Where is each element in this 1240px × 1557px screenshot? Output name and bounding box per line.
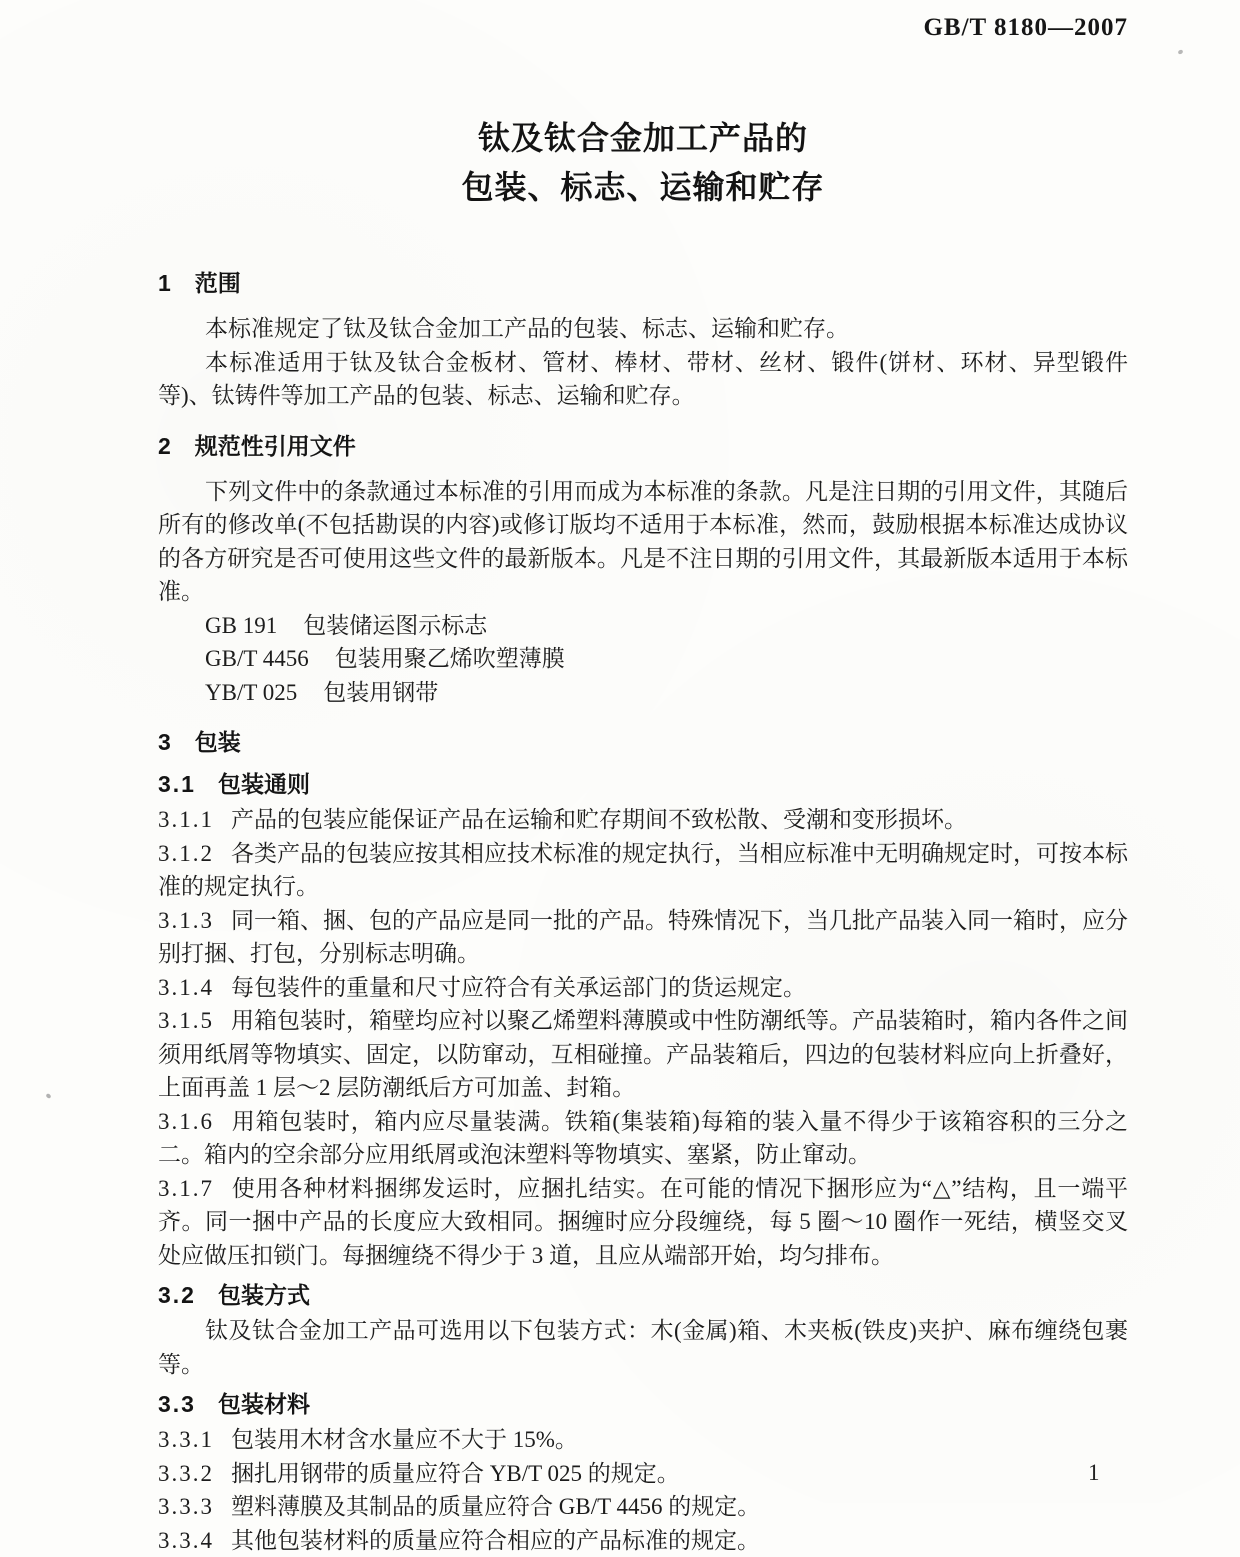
heading-packaging-general [158, 771, 1128, 797]
clause-3-1-7 [158, 1172, 1128, 1273]
clause-text: 用箱包装时，箱内应尽量装满。铁箱(集装箱)每箱的装入量不得少于该箱容积的三分之二。箱内的空余部分应用纸屑或泡沫塑料等物填实、塞紧，防止窜动。 [158, 1109, 1128, 1168]
page-number: 1 [1088, 1460, 1100, 1486]
reference-item [158, 676, 1128, 710]
reference-code: GB/T 4456 [205, 646, 309, 671]
heading-text: 包装通则 [218, 771, 310, 797]
reference-title: 包装用钢带 [323, 680, 438, 705]
heading-text: 包装材料 [218, 1391, 310, 1417]
scan-speck [45, 1093, 51, 1099]
clause-text: 捆扎用钢带的质量应符合 YB/T 025 的规定。 [231, 1461, 680, 1486]
clause-number: 3.3.3 [158, 1494, 214, 1519]
clause-text: 使用各种材料捆绑发运时，应捆扎结实。在可能的情况下捆形应为“△”结构，且一端平齐。同一捆中产品的长度应大致相同。捆缠时应分段缠绕，每 5 圈～10 圈作一死结，横竖交叉处应做压扣锁门。每捆缠绕不得少于 3 道，且应从端部开始，均匀排布。 [158, 1176, 1128, 1268]
clause-3-3-3 [158, 1490, 1128, 1524]
clause-number: 3.1.5 [158, 1008, 214, 1033]
heading-packaging-material [158, 1391, 1128, 1417]
clause-3-1-1 [158, 803, 1128, 837]
scan-speck [1177, 49, 1183, 55]
heading-text: 范围 [195, 270, 241, 296]
clause-text: 其他包装材料的质量应符合相应的产品标准的规定。 [231, 1528, 760, 1553]
clause-number: 3.3.1 [158, 1427, 214, 1452]
heading-number: 3.3 [158, 1391, 196, 1417]
clause-text: 产品的包装应能保证产品在运输和贮存期间不致松散、受潮和变形损坏。 [231, 807, 967, 832]
paragraph-scope-1: 本标准规定了钛及钛合金加工产品的包装、标志、运输和贮存。 [158, 312, 1128, 346]
paragraph-references-intro: 下列文件中的条款通过本标准的引用而成为本标准的条款。凡是注日期的引用文件，其随后所有的修改单(不包括勘误的内容)或修订版均不适用于本标准，然而，鼓励根据本标准达成协议的各方研究是否可使用这些文件的最新版本。凡是不注日期的引用文件，其最新版本适用于本标准。 [158, 475, 1128, 609]
clause-3-1-3 [158, 904, 1128, 971]
clause-3-3-1 [158, 1423, 1128, 1457]
clause-text: 塑料薄膜及其制品的质量应符合 GB/T 4456 的规定。 [231, 1494, 760, 1519]
doc-code: GB/T 8180—2007 [158, 14, 1128, 42]
heading-packaging [158, 729, 1128, 755]
paragraph-packaging-method: 钛及钛合金加工产品可选用以下包装方式：木(金属)箱、木夹板(铁皮)夹护、麻布缠绕包裹等。 [158, 1314, 1128, 1381]
clause-number: 3.1.7 [158, 1176, 214, 1201]
clause-number: 3.1.3 [158, 908, 214, 933]
clause-3-1-4 [158, 971, 1128, 1005]
heading-number: 2 [158, 433, 173, 459]
heading-number: 3.1 [158, 771, 196, 797]
doc-title-line1: 钛及钛合金加工产品的 [158, 114, 1128, 163]
clause-number: 3.1.4 [158, 975, 214, 1000]
clause-text: 用箱包装时，箱壁均应衬以聚乙烯塑料薄膜或中性防潮纸等。产品装箱时，箱内各件之间须用纸屑等物填实、固定，以防窜动，互相碰撞。产品装箱后，四边的包装材料应向上折叠好，上面再盖 1 层～2 层防潮纸后方可加盖、封箱。 [158, 1008, 1128, 1100]
clause-number: 3.1.1 [158, 807, 214, 832]
heading-scope [158, 270, 1128, 296]
heading-number: 3.2 [158, 1282, 196, 1308]
heading-text: 包装 [195, 729, 241, 755]
reference-item [158, 642, 1128, 676]
clause-text: 包装用木材含水量应不大于 15%。 [231, 1427, 578, 1452]
reference-title: 包装储运图示标志 [303, 613, 487, 638]
reference-code: YB/T 025 [205, 680, 297, 705]
clause-text: 各类产品的包装应按其相应技术标准的规定执行，当相应标准中无明确规定时，可按本标准的规定执行。 [158, 841, 1128, 900]
clause-number: 3.3.4 [158, 1528, 214, 1553]
doc-title-line2: 包装、标志、运输和贮存 [158, 163, 1128, 212]
heading-text: 包装方式 [218, 1282, 310, 1308]
clause-text: 同一箱、捆、包的产品应是同一批的产品。特殊情况下，当几批产品装入同一箱时，应分别打捆、打包，分别标志明确。 [158, 908, 1128, 967]
clause-3-3-2 [158, 1457, 1128, 1491]
clause-number: 3.3.2 [158, 1461, 214, 1486]
clause-number: 3.1.2 [158, 841, 214, 866]
clause-3-1-5 [158, 1004, 1128, 1105]
clause-3-3-4 [158, 1524, 1128, 1557]
doc-title [158, 114, 1128, 212]
clause-3-1-2 [158, 837, 1128, 904]
clause-number: 3.1.6 [158, 1109, 214, 1134]
heading-packaging-method [158, 1282, 1128, 1308]
clause-text: 每包装件的重量和尺寸应符合有关承运部门的货运规定。 [231, 975, 806, 1000]
clause-3-1-6 [158, 1105, 1128, 1172]
heading-number: 3 [158, 729, 173, 755]
heading-number: 1 [158, 270, 173, 296]
reference-code: GB 191 [205, 613, 277, 638]
paragraph-scope-2: 本标准适用于钛及钛合金板材、管材、棒材、带材、丝材、锻件(饼材、环材、异型锻件等)、钛铸件等加工产品的包装、标志、运输和贮存。 [158, 346, 1128, 413]
reference-title: 包装用聚乙烯吹塑薄膜 [335, 646, 565, 671]
heading-normative-references [158, 433, 1128, 459]
heading-text: 规范性引用文件 [195, 433, 356, 459]
reference-item [158, 609, 1128, 643]
